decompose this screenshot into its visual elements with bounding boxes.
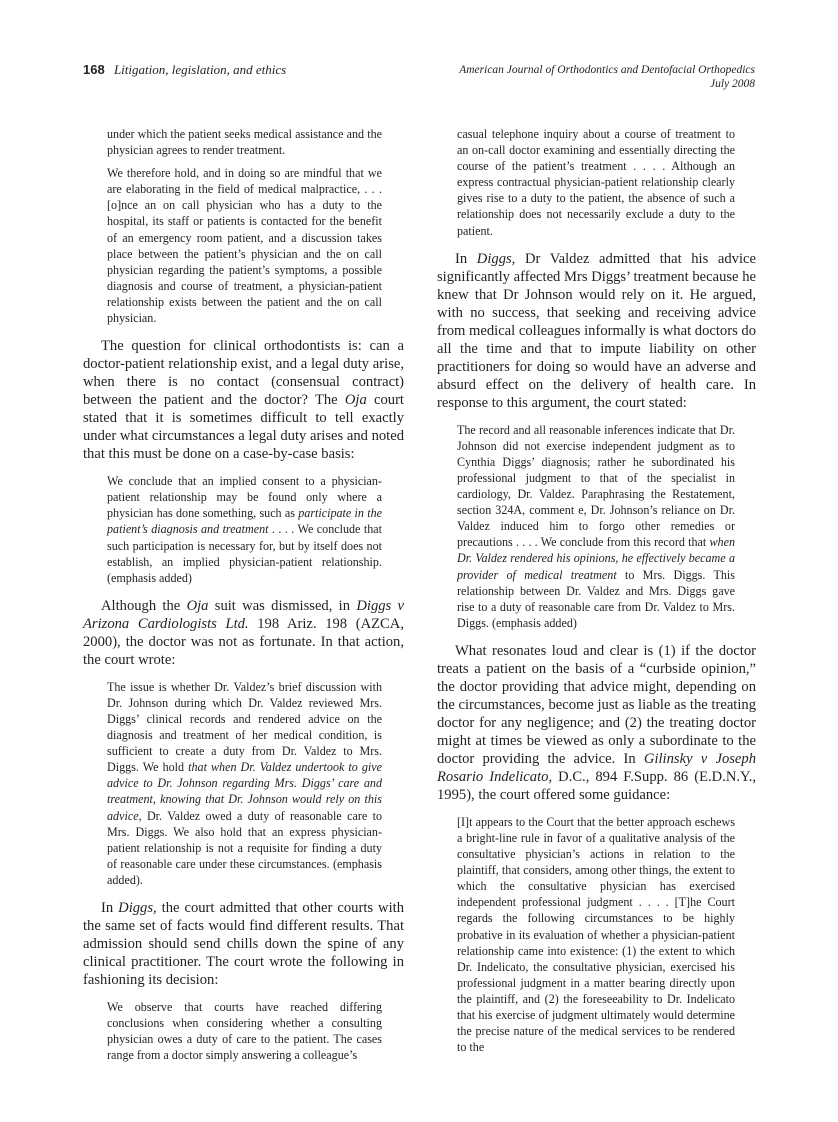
text-run: [I]t appears to the Court that the better approach eschews a bright-line rule in favor of a qualitative analysis of the consultative physician’s actions in relation to the plaintiff, that considers, among other things, the extent to which the consultative physician has exercised independent professional judgment . . . . [T]he Court regards the following circumstances to be highly probative in its evaluation of whether a physician-patient relationship came into existence: (1) the extent to which Dr. Indelicato, the consultative physician, exercised his professional judgment in a matter bearing directly upon the plaintiff, and (2) the foreseeability to Dr. Indelicato that his exercise of judgment ultimately would determine the precise nature of the medical services to be rendered to the (457, 814, 735, 1055)
italic-text: Oja (186, 597, 209, 614)
text-run: The issue is whether Dr. Valdez’s brief discussion with Dr. Johnson during which Dr. Valdez reviewed Mrs. Diggs’ clinical records and rendered advice on the diagnosis and treatment of her medical condition, is sufficient to create a duty from Dr. Valdez to Mrs. Diggs. We hold (107, 679, 382, 775)
italic-text: Diggs, (118, 900, 157, 916)
text-run: . . . . We conclude that such participation is necessary for, but by itself does not establish, an implied physician-patient relationship. (emphasis added) (107, 522, 382, 585)
body-paragraph (437, 642, 756, 804)
text-run: The record and all reasonable inferences indicate that Dr. Johnson did not exercise independent judgment as to Cynthia Diggs’ diagnosis; rather he subordinated his professional judgment to that of the specialist in cardiology, Dr. Valdez. Paraphrasing the Restatement, section 324A, comment e, Dr. Johnson’s reliance on Dr. Valdez induced him to forgo other remedies or precautions . . . . We conclude from this record that (457, 422, 735, 550)
body-paragraph (437, 250, 756, 412)
page-number: 168 (83, 62, 105, 77)
block-quote (107, 999, 382, 1063)
block-quote (457, 422, 735, 631)
issue-date: July 2008 (709, 78, 755, 90)
text-run: , Dr. Valdez owed a duty of reasonable care to Mrs. Diggs. We also hold that an express physician-patient relationship is not a requisite for finding a duty of reasonable care under these circumstances. (emphasis added). (107, 808, 382, 887)
right-column (437, 126, 756, 1062)
text-run: to Mrs. Diggs. This relationship between Dr. Valdez and Mrs. Diggs gave rise to a duty of reasonable care from Dr. Valdez to Mrs. Diggs. (emphasis added) (457, 567, 735, 630)
block-quote (107, 165, 382, 326)
text-run: , D.C., 894 F.Supp. 86 (E.D.N.Y., 1995), the court offered some guidance: (437, 768, 756, 803)
text-run: The question for clinical orthodontists is: can a doctor-patient relationship exist, and a legal duty arise, when there is no contact (consensual contract) between the patient and the doctor? The (83, 338, 404, 409)
text-run: court stated that it is sometimes difficult to tell exactly under what circumstances a legal duty arises and noted that this must be done on a case-by-case basis: (83, 392, 404, 463)
text-run: What resonates loud and clear is (1) if the doctor treats a patient on the basis of a “curbside opinion,” the doctor providing that advice might, depending on the circumstances, become just as liable as the treating doctor for any negligence; and (2) the treating doctor might at times be viewed as only a subordinate to the doctor providing the advice. In (437, 642, 756, 767)
left-column (83, 126, 404, 1070)
text-run: 198 Ariz. 198 (AZCA, 2000), the doctor was not as fortunate. In that action, the court wrote: (83, 615, 404, 668)
block-quote (107, 679, 382, 888)
italic-text: Diggs (476, 250, 512, 267)
running-header-right (459, 63, 755, 91)
italic-text: when Dr. Valdez rendered his opinions, he effectively became a provider of medical treatment (457, 535, 735, 582)
text-run: , Dr Valdez admitted that his advice significantly affected Mrs Diggs’ treatment because he knew that Dr Johnson would rely on it. He argued, with no success, that seeking and receiving advice from medical colleagues informally is what doctors do all the time and that to impute liability on other practitioners for doing so would have an adverse and absurd effect on the delivery of health care. In response to this argument, the court stated: (437, 250, 756, 411)
block-quote (457, 126, 735, 239)
text-run: We observe that courts have reached differing conclusions when considering whether a consulting physician owes a duty of care to the patient. The cases range from a doctor simply answering a colleague’s (107, 1000, 382, 1063)
text-run: We conclude that an implied consent to a physician-patient relationship may be found only where a physician has done something, such as (107, 474, 382, 521)
block-quote (107, 473, 382, 586)
italic-text: Gilinsky v Joseph Rosario Indelicato (437, 750, 756, 785)
text-run: In (101, 900, 119, 916)
text-run: Although the (101, 597, 187, 614)
block-quote (107, 126, 382, 158)
body-paragraph (83, 597, 404, 669)
text-run: We therefore hold, and in doing so are mindful that we are elaborating in the field of medical malpractice, . . . [o]nce an on call physician who has a duty to the hospital, its staff or patients is contacted for the benefit of an emergency room patient, and a discussion takes place between the patient’s physician and the on call physician regarding the patient’s symptoms, a possible diagnosis and course of treatment, a physician-patient relationship exists between the patient and the on call physician. (107, 166, 382, 326)
body-paragraph (83, 899, 404, 989)
italic-text: Diggs v Arizona Cardiologists Ltd. (83, 597, 404, 632)
text-run: casual telephone inquiry about a course of treatment to an on-call doctor examining and essentially directing the course of the patient’s treatment . . . . Although an express contractual physician-patient relationship clearly gives rise to a duty to the patient, the absence of such a relationship does not necessarily exclude a duty to the patient. (457, 127, 735, 238)
italic-text: that when Dr. Valdez undertook to give advice to Dr. Johnson regarding Mrs. Diggs’ care and treatment, knowing that Dr. Johnson would rely on this advice (107, 760, 382, 823)
running-header-left (83, 62, 286, 78)
italic-text: participate in the patient’s diagnosis and treatment (107, 506, 382, 537)
body-paragraph (83, 337, 404, 463)
text-run: suit was dismissed, in (208, 597, 357, 614)
italic-text: Oja (344, 392, 367, 409)
section-title: Litigation, legislation, and ethics (113, 62, 287, 77)
text-run: under which the patient seeks medical assistance and the physician agrees to render treatment. (107, 127, 382, 158)
text-run: the court admitted that other courts with the same set of facts would find different results. That admission should send chills down the spine of any clinical practitioner. The court wrote the following in fashioning its decision: (83, 900, 404, 988)
journal-title: American Journal of Orthodontics and Dentofacial Orthopedics (459, 64, 755, 76)
block-quote (457, 814, 735, 1055)
text-run: In (455, 250, 477, 267)
